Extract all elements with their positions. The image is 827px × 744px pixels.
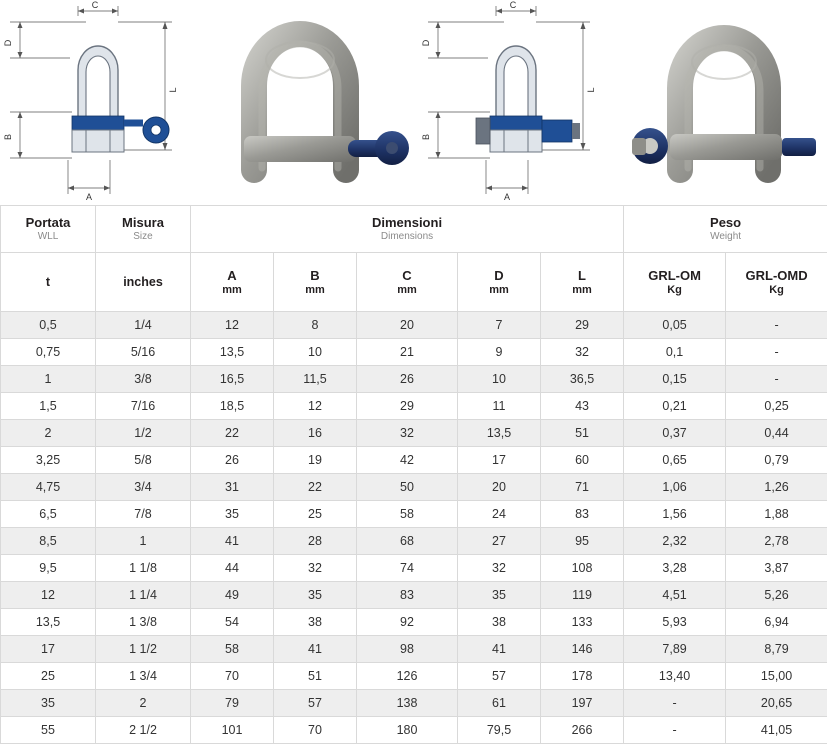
cell-wll: 2 — [1, 420, 96, 447]
dim-label-b: B — [3, 134, 13, 140]
cell-size: 1 1/2 — [96, 636, 191, 663]
cell-l: 51 — [541, 420, 624, 447]
cell-l: 71 — [541, 474, 624, 501]
table-group-header-row — [1, 206, 827, 253]
header-group-weight — [624, 206, 827, 253]
cell-grl-omd: 0,79 — [726, 447, 827, 474]
header-unit-a: A mm — [191, 253, 274, 312]
dim-label-b: B — [421, 134, 431, 140]
cell-l: 29 — [541, 312, 624, 339]
table-row — [1, 636, 827, 663]
cell-size: 1 — [96, 528, 191, 555]
cell-b: 41 — [274, 636, 357, 663]
cell-wll: 1,5 — [1, 393, 96, 420]
cell-size: 1 3/4 — [96, 663, 191, 690]
cell-a: 22 — [191, 420, 274, 447]
table-row — [1, 420, 827, 447]
cell-a: 13,5 — [191, 339, 274, 366]
figures-band — [0, 0, 827, 205]
header-group-size — [96, 206, 191, 253]
cell-wll: 12 — [1, 582, 96, 609]
cell-grl-om: 0,15 — [624, 366, 726, 393]
cell-b: 38 — [274, 609, 357, 636]
cell-grl-omd: - — [726, 366, 827, 393]
cell-b: 11,5 — [274, 366, 357, 393]
cell-grl-omd: 0,44 — [726, 420, 827, 447]
cell-c: 21 — [357, 339, 458, 366]
cell-b: 28 — [274, 528, 357, 555]
cell-a: 16,5 — [191, 366, 274, 393]
cell-b: 12 — [274, 393, 357, 420]
cell-b: 8 — [274, 312, 357, 339]
cell-d: 17 — [458, 447, 541, 474]
cell-wll: 9,5 — [1, 555, 96, 582]
cell-grl-om: - — [624, 690, 726, 717]
header-unit-b: B mm — [274, 253, 357, 312]
table-unit-header-row — [1, 253, 827, 312]
cell-grl-om: 0,21 — [624, 393, 726, 420]
cell-d: 32 — [458, 555, 541, 582]
cell-b: 32 — [274, 555, 357, 582]
table-row — [1, 690, 827, 717]
cell-a: 49 — [191, 582, 274, 609]
cell-wll: 55 — [1, 717, 96, 744]
cell-size: 1 1/8 — [96, 555, 191, 582]
cell-b: 16 — [274, 420, 357, 447]
table-row — [1, 474, 827, 501]
cell-d: 27 — [458, 528, 541, 555]
cell-d: 20 — [458, 474, 541, 501]
cell-size: 7/16 — [96, 393, 191, 420]
table-row — [1, 447, 827, 474]
cell-grl-omd: 5,26 — [726, 582, 827, 609]
shackle-photo-bolt-nut — [614, 0, 827, 205]
cell-c: 68 — [357, 528, 458, 555]
cell-grl-om: 0,05 — [624, 312, 726, 339]
cell-grl-om: 0,37 — [624, 420, 726, 447]
cell-l: 178 — [541, 663, 624, 690]
header-group-dimensions — [191, 206, 624, 253]
cell-grl-omd: 0,25 — [726, 393, 827, 420]
cell-size: 7/8 — [96, 501, 191, 528]
cell-c: 32 — [357, 420, 458, 447]
header-group-size-main: Misura — [96, 215, 190, 230]
header-unit-l: L mm — [541, 253, 624, 312]
cell-c: 29 — [357, 393, 458, 420]
dim-label-l: L — [586, 87, 596, 92]
dim-label-a: A — [504, 192, 510, 202]
cell-d: 24 — [458, 501, 541, 528]
cell-size: 3/8 — [96, 366, 191, 393]
header-unit-c: C mm — [357, 253, 458, 312]
table-body — [1, 312, 827, 744]
cell-c: 20 — [357, 312, 458, 339]
cell-c: 138 — [357, 690, 458, 717]
table-row — [1, 555, 827, 582]
shackle-drawing-screw-pin — [0, 0, 195, 205]
header-unit-grl-omd: GRL-OMD Kg — [726, 253, 827, 312]
table-row — [1, 717, 827, 744]
cell-d: 9 — [458, 339, 541, 366]
cell-l: 197 — [541, 690, 624, 717]
cell-c: 92 — [357, 609, 458, 636]
cell-grl-om: 1,06 — [624, 474, 726, 501]
cell-d: 11 — [458, 393, 541, 420]
cell-a: 54 — [191, 609, 274, 636]
cell-b: 51 — [274, 663, 357, 690]
cell-grl-omd: 8,79 — [726, 636, 827, 663]
table-row — [1, 366, 827, 393]
cell-c: 98 — [357, 636, 458, 663]
cell-l: 108 — [541, 555, 624, 582]
dim-label-c: C — [510, 0, 517, 10]
cell-d: 57 — [458, 663, 541, 690]
cell-a: 35 — [191, 501, 274, 528]
cell-d: 38 — [458, 609, 541, 636]
cell-wll: 6,5 — [1, 501, 96, 528]
cell-grl-omd: 15,00 — [726, 663, 827, 690]
cell-a: 44 — [191, 555, 274, 582]
cell-a: 31 — [191, 474, 274, 501]
cell-c: 74 — [357, 555, 458, 582]
cell-d: 79,5 — [458, 717, 541, 744]
cell-grl-omd: 2,78 — [726, 528, 827, 555]
cell-l: 83 — [541, 501, 624, 528]
cell-grl-omd: 41,05 — [726, 717, 827, 744]
cell-b: 57 — [274, 690, 357, 717]
table-row — [1, 501, 827, 528]
cell-grl-omd: 20,65 — [726, 690, 827, 717]
cell-b: 22 — [274, 474, 357, 501]
cell-grl-om: 0,65 — [624, 447, 726, 474]
cell-l: 119 — [541, 582, 624, 609]
cell-grl-omd: 3,87 — [726, 555, 827, 582]
cell-l: 133 — [541, 609, 624, 636]
cell-b: 10 — [274, 339, 357, 366]
cell-wll: 17 — [1, 636, 96, 663]
table-row — [1, 582, 827, 609]
cell-wll: 13,5 — [1, 609, 96, 636]
cell-c: 42 — [357, 447, 458, 474]
header-group-wll-sub: WLL — [1, 230, 95, 243]
cell-b: 35 — [274, 582, 357, 609]
dim-label-d: D — [421, 39, 431, 46]
table-row — [1, 339, 827, 366]
cell-c: 180 — [357, 717, 458, 744]
cell-grl-omd: 1,88 — [726, 501, 827, 528]
cell-size: 2 — [96, 690, 191, 717]
cell-l: 36,5 — [541, 366, 624, 393]
cell-size: 2 1/2 — [96, 717, 191, 744]
dim-label-a: A — [86, 192, 92, 202]
cell-d: 10 — [458, 366, 541, 393]
cell-d: 13,5 — [458, 420, 541, 447]
cell-a: 70 — [191, 663, 274, 690]
cell-b: 19 — [274, 447, 357, 474]
header-group-size-sub: Size — [96, 230, 190, 243]
header-group-dimensions-main: Dimensioni — [191, 215, 623, 230]
table-row — [1, 393, 827, 420]
cell-grl-om: - — [624, 717, 726, 744]
cell-c: 58 — [357, 501, 458, 528]
cell-wll: 1 — [1, 366, 96, 393]
dim-label-c: C — [92, 0, 99, 10]
cell-a: 18,5 — [191, 393, 274, 420]
cell-wll: 3,25 — [1, 447, 96, 474]
table-row — [1, 663, 827, 690]
dim-label-l: L — [168, 87, 178, 92]
cell-size: 5/8 — [96, 447, 191, 474]
cell-size: 5/16 — [96, 339, 191, 366]
header-unit-grl-om: GRL-OM Kg — [624, 253, 726, 312]
shackle-drawing-bolt-nut — [418, 0, 613, 205]
cell-a: 12 — [191, 312, 274, 339]
cell-grl-om: 7,89 — [624, 636, 726, 663]
cell-grl-omd: 1,26 — [726, 474, 827, 501]
cell-l: 32 — [541, 339, 624, 366]
cell-wll: 0,5 — [1, 312, 96, 339]
cell-wll: 4,75 — [1, 474, 96, 501]
cell-size: 3/4 — [96, 474, 191, 501]
cell-l: 60 — [541, 447, 624, 474]
cell-grl-om: 5,93 — [624, 609, 726, 636]
table-row — [1, 609, 827, 636]
shackle-photo-screw-pin — [196, 0, 411, 205]
cell-grl-om: 1,56 — [624, 501, 726, 528]
specification-table — [0, 205, 827, 744]
dim-label-d: D — [3, 39, 13, 46]
cell-l: 146 — [541, 636, 624, 663]
cell-b: 70 — [274, 717, 357, 744]
header-unit-t: t — [1, 253, 96, 312]
cell-grl-om: 4,51 — [624, 582, 726, 609]
cell-a: 41 — [191, 528, 274, 555]
cell-l: 266 — [541, 717, 624, 744]
cell-l: 43 — [541, 393, 624, 420]
header-group-weight-sub: Weight — [624, 230, 827, 243]
cell-grl-om: 2,32 — [624, 528, 726, 555]
cell-c: 26 — [357, 366, 458, 393]
cell-grl-omd: - — [726, 312, 827, 339]
table-row — [1, 312, 827, 339]
cell-size: 1/4 — [96, 312, 191, 339]
cell-d: 7 — [458, 312, 541, 339]
cell-b: 25 — [274, 501, 357, 528]
cell-a: 58 — [191, 636, 274, 663]
table-row — [1, 528, 827, 555]
cell-wll: 8,5 — [1, 528, 96, 555]
cell-a: 79 — [191, 690, 274, 717]
header-group-wll-main: Portata — [1, 215, 95, 230]
cell-wll: 0,75 — [1, 339, 96, 366]
cell-grl-omd: 6,94 — [726, 609, 827, 636]
cell-grl-om: 0,1 — [624, 339, 726, 366]
cell-c: 50 — [357, 474, 458, 501]
header-group-dimensions-sub: Dimensions — [191, 230, 623, 243]
header-unit-inches: inches — [96, 253, 191, 312]
cell-d: 35 — [458, 582, 541, 609]
cell-grl-om: 3,28 — [624, 555, 726, 582]
cell-wll: 25 — [1, 663, 96, 690]
header-group-weight-main: Peso — [624, 215, 827, 230]
cell-wll: 35 — [1, 690, 96, 717]
cell-size: 1/2 — [96, 420, 191, 447]
header-unit-d: D mm — [458, 253, 541, 312]
header-group-wll — [1, 206, 96, 253]
cell-c: 83 — [357, 582, 458, 609]
cell-size: 1 3/8 — [96, 609, 191, 636]
cell-grl-omd: - — [726, 339, 827, 366]
cell-d: 61 — [458, 690, 541, 717]
cell-d: 41 — [458, 636, 541, 663]
cell-a: 26 — [191, 447, 274, 474]
cell-size: 1 1/4 — [96, 582, 191, 609]
cell-a: 101 — [191, 717, 274, 744]
cell-grl-om: 13,40 — [624, 663, 726, 690]
cell-c: 126 — [357, 663, 458, 690]
cell-l: 95 — [541, 528, 624, 555]
